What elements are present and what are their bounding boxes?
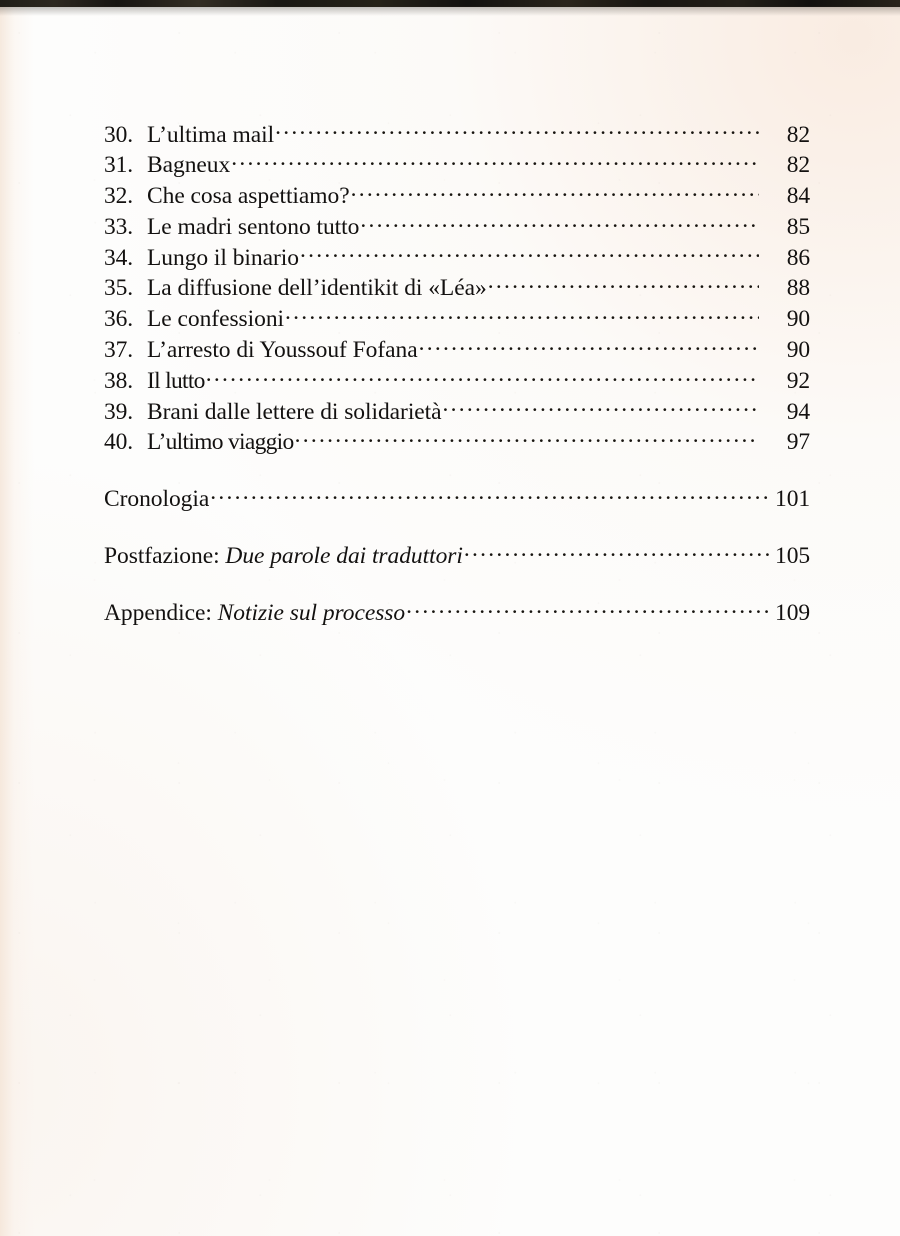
toc-entry-page-number: 94	[786, 398, 810, 425]
toc-entry-number: 30.	[104, 121, 134, 148]
toc-entry-number: 37.	[104, 337, 134, 364]
toc-entry-page-number: 88	[786, 275, 810, 302]
toc-section-subtitle: Notizie sul processo	[217, 599, 406, 626]
toc-entry-number: 40.	[104, 429, 134, 456]
toc-entry-number: 33.	[104, 213, 134, 240]
toc-entry-page-number: 92	[786, 367, 810, 394]
toc-dot-leader	[275, 118, 759, 142]
toc-entry[interactable]	[104, 241, 810, 272]
toc-section-entry[interactable]	[104, 540, 810, 571]
toc-section-label	[104, 486, 209, 513]
toc-entry-number: 32.	[104, 183, 134, 210]
toc-entry[interactable]	[104, 303, 810, 334]
toc-entry-title: L’ultimo viaggio	[147, 429, 294, 456]
toc-dot-leader	[488, 272, 759, 296]
toc-dot-leader	[285, 303, 759, 327]
toc-dot-leader	[206, 364, 759, 388]
toc-section-label-text: Postfazione:	[104, 543, 220, 570]
toc-entry-number: 34.	[104, 244, 134, 271]
toc-dot-leader	[443, 395, 759, 419]
toc-section-label	[104, 600, 405, 627]
toc-entry[interactable]	[104, 272, 810, 303]
toc-section-page-number: 105	[775, 543, 810, 570]
toc-entry-number: 38.	[104, 367, 134, 394]
toc-dot-leader	[231, 149, 759, 173]
toc-entry-title: L’arresto di Youssouf Fofana	[147, 337, 418, 364]
toc-section-entry[interactable]	[104, 483, 810, 514]
toc-section-subtitle: Due parole dai traduttori	[225, 543, 463, 570]
toc-entry[interactable]	[104, 180, 810, 211]
toc-dot-leader	[464, 540, 770, 564]
toc-section-entry[interactable]	[104, 596, 810, 627]
toc-entry-title: Che cosa aspettiamo?	[147, 183, 350, 210]
toc-dot-leader	[351, 180, 759, 204]
toc-entry-number: 35.	[104, 275, 134, 302]
toc-dot-leader	[295, 426, 759, 450]
toc-entry-page-number: 82	[786, 121, 810, 148]
toc-dot-leader	[406, 596, 770, 620]
toc-back-matter	[104, 483, 810, 627]
toc-entry-page-number: 90	[786, 306, 810, 333]
toc-entry[interactable]	[104, 364, 810, 395]
toc-section-page-number: 109	[775, 599, 810, 626]
toc-section-label-text: Cronologia	[104, 486, 210, 513]
toc-entry-title: Il lutto	[147, 367, 205, 394]
toc-entry-title: La diffusione dell’identikit di «Léa»	[147, 275, 487, 302]
toc-entry-title: Bagneux	[147, 152, 231, 179]
toc-entry-page-number: 85	[786, 213, 810, 240]
toc-section-label	[104, 543, 463, 570]
toc-dot-leader	[360, 210, 759, 234]
toc-section-page-number: 101	[775, 486, 810, 513]
toc-dot-leader	[210, 483, 770, 507]
table-of-contents	[104, 118, 810, 627]
toc-entry[interactable]	[104, 395, 810, 426]
toc-entry-title: Brani dalle lettere di solidarietà	[147, 398, 442, 425]
toc-entry-title: L’ultima mail	[147, 121, 275, 148]
toc-entry[interactable]	[104, 426, 810, 457]
toc-section-label-text: Appendice:	[104, 599, 212, 626]
toc-entry-title: Lungo il binario	[147, 244, 299, 271]
scanner-edge-shadow	[0, 6, 900, 16]
toc-entry-page-number: 84	[786, 183, 810, 210]
toc-entry[interactable]	[104, 118, 810, 149]
toc-entry-number: 36.	[104, 306, 134, 333]
toc-entry-page-number: 82	[786, 152, 810, 179]
toc-entry-number: 31.	[104, 152, 134, 179]
toc-entry-page-number: 90	[786, 337, 810, 364]
toc-entry-page-number: 86	[786, 244, 810, 271]
toc-entry-page-number: 97	[786, 429, 810, 456]
toc-entry-title: Le madri sentono tutto	[147, 213, 360, 240]
toc-entry-number: 39.	[104, 398, 134, 425]
toc-entry[interactable]	[104, 149, 810, 180]
toc-dot-leader	[300, 241, 759, 265]
toc-dot-leader	[419, 334, 759, 358]
toc-entry-title: Le confessioni	[147, 306, 284, 333]
toc-entry[interactable]	[104, 334, 810, 365]
toc-entry[interactable]	[104, 210, 810, 241]
